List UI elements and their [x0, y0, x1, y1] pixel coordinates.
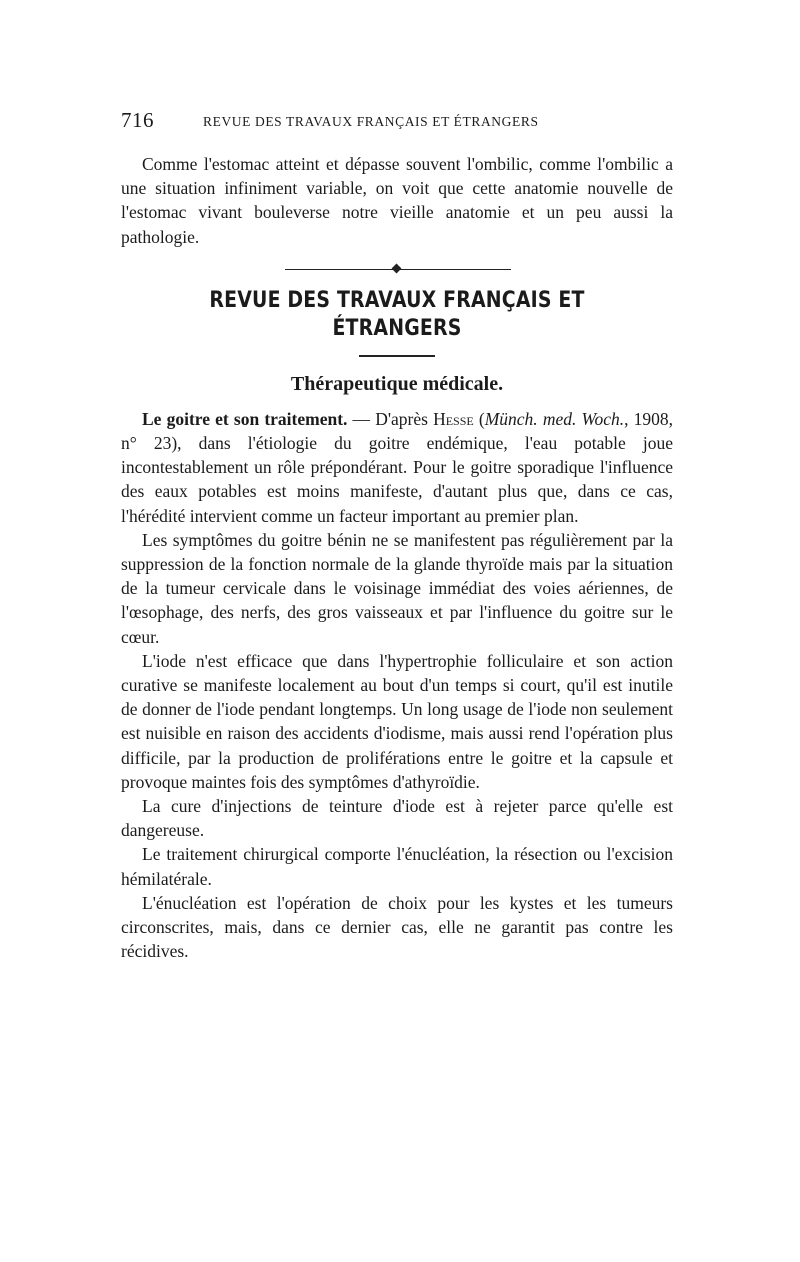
article-first-paragraph — [121, 407, 673, 528]
article-paragraph: La cure d'injections de teinture d'iode est à rejeter parce qu'elle est dangereuse. — [121, 796, 673, 841]
article-author: Hesse — [433, 408, 474, 429]
article-title: Le goitre et son traitement. — [142, 408, 348, 429]
intro-paragraph: Comme l'estomac atteint et dépasse souvent l'ombilic, comme l'ombilic a une situation infiniment variable, on voit que cette anatomie nouvelle de l'estomac vivant bouleverse notre vieille anatomie et un peu aussi la pathologie. — [121, 154, 673, 247]
book-page — [121, 108, 673, 963]
article-paragraph: Le traitement chirurgical comporte l'énucléation, la résection ou l'excision hémilatérale. — [121, 844, 673, 889]
section-title: REVUE DES TRAVAUX FRANÇAIS ET ÉTRANGERS — [209, 287, 585, 341]
ornamental-rule — [121, 263, 673, 277]
article-paragraph: L'énucléation est l'opération de choix pour les kystes et les tumeurs circonscrites, mais, dans ce dernier cas, elle ne garantit pas contre les récidives. — [121, 892, 673, 962]
source-open: ( — [473, 408, 485, 429]
diamond-ornament-icon — [392, 263, 402, 273]
journal-name: Münch. med. Woch. — [484, 408, 625, 429]
first-paragraph-text: dans l'étiologie du goitre endémique, l'eau potable joue incontestablement un rôle prépondérant. Pour le goitre sporadique l'influence des eaux potables est moins manifeste, d'autant plus que, dans ce cas, l'hérédité intervient comme un facteur important au premier plan. — [121, 433, 674, 526]
subsection-title: Thérapeutique médicale. — [290, 372, 504, 395]
source-details: , 1908, n° 23), — [121, 408, 674, 454]
article — [121, 407, 673, 964]
byline-prefix: — D'après — [347, 408, 434, 429]
article-paragraph: Les symptômes du goitre bénin ne se manifestent pas régulièrement par la suppression de la fonction normale de la glande thyroïde mais par la situation de la tumeur cervicale dans le voisinage immédiat des voies aériennes, de l'œsophage, des nerfs, des gros vaisseaux et par l'influence du goitre sur le cœur. — [121, 529, 673, 647]
page-number: 716 — [121, 108, 154, 132]
running-head — [121, 108, 673, 134]
section-divider — [359, 355, 435, 357]
running-title: REVUE DES TRAVAUX FRANÇAIS ET ÉTRANGERS — [203, 114, 539, 129]
article-paragraph: L'iode n'est efficace que dans l'hypertrophie folliculaire et son action curative se manifeste localement au bout d'un temps si court, qu'il est inutile de donner de l'iode pendant longtemps. Un long usage de l'iode non seulement est nuisible en raison des accidents d'iodisme, mais aussi rend l'opération plus difficile, par la production de proliférations entre le goitre et la capsule et provoque maintes fois des symptômes d'athyroïdie. — [121, 650, 673, 792]
